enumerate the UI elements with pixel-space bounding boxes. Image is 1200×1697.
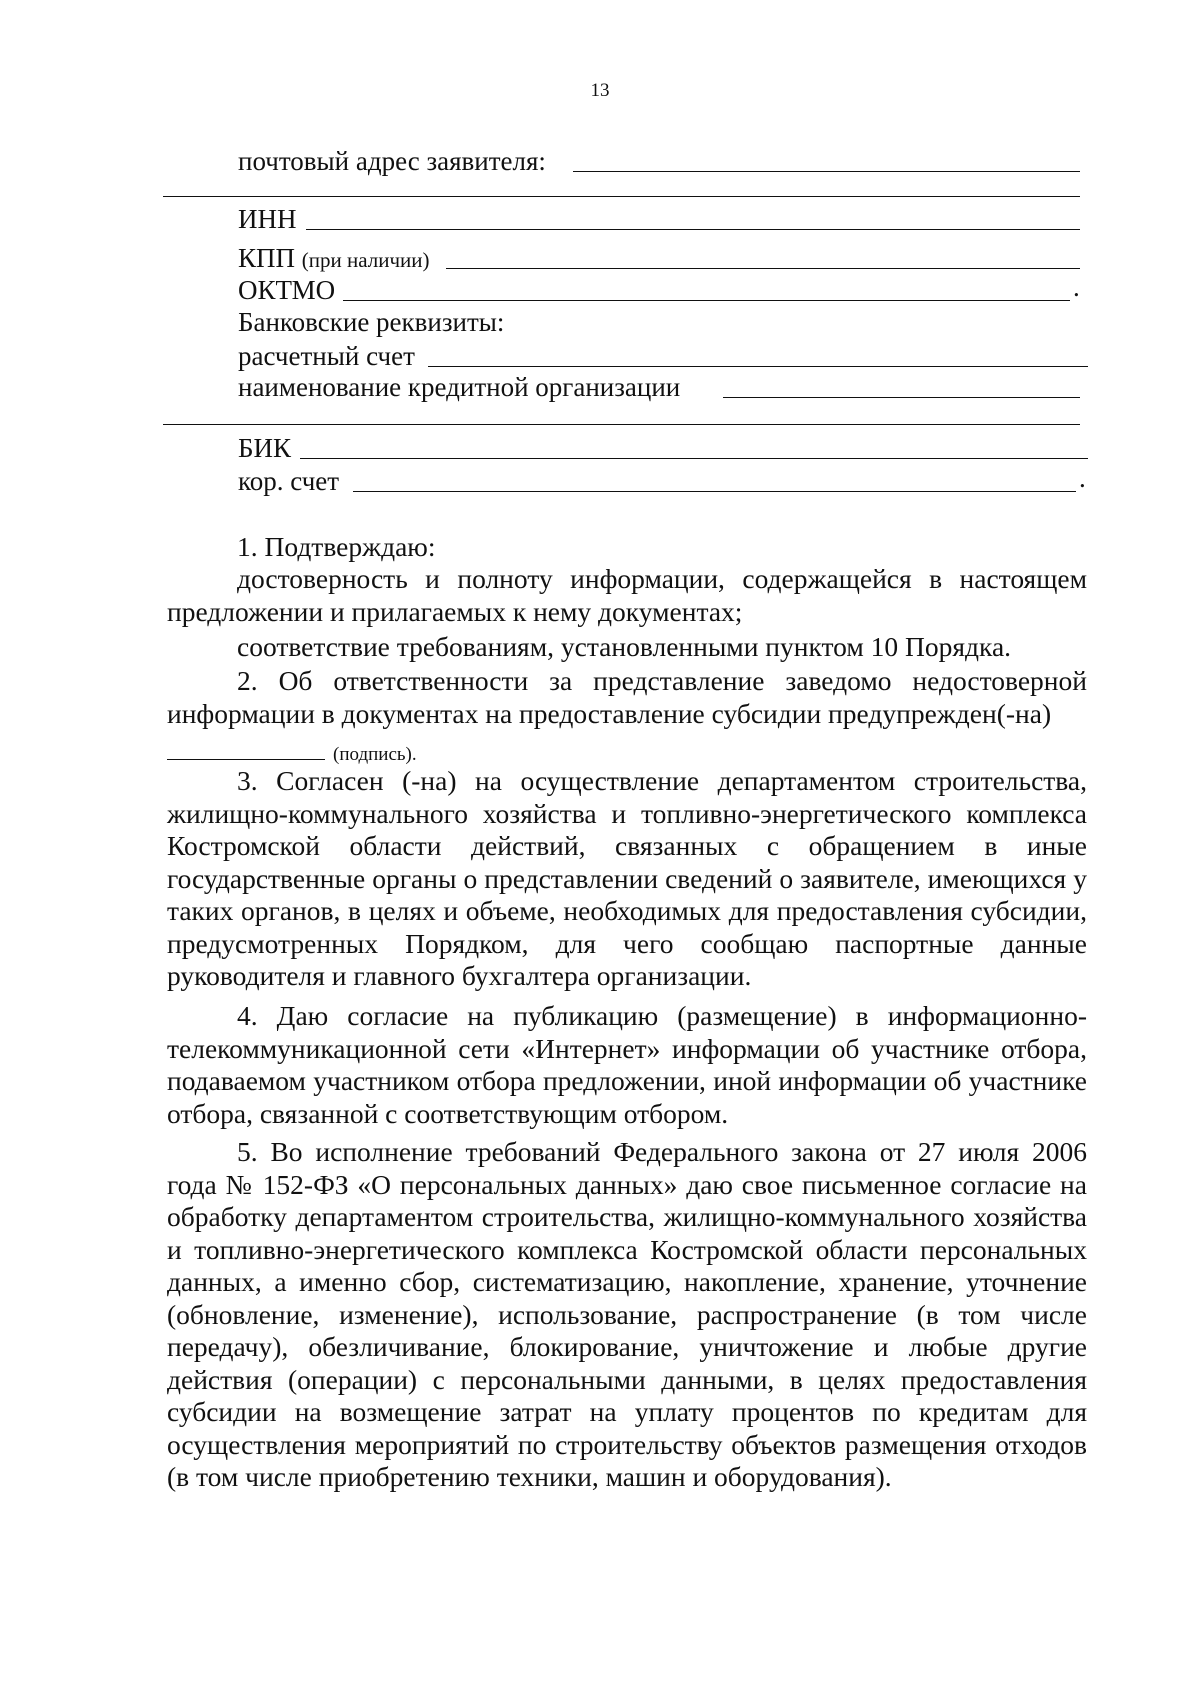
postal-address-label: почтовый адрес заявителя:: [238, 146, 546, 176]
oktmo-line[interactable]: [343, 300, 1070, 301]
paragraph-3: 3. Согласен (-на) на осуществление департаментом строительства, жилищно-коммунального хозяйства и топливно-энергетического комплекса Костромской области действий, связанных с обращением в иные государственные органы о представлении сведений о заявителе, имеющихся у таких органов, в целях и объеме, необходимых для предоставления субсидии, предусмотренных Порядком, для чего сообщаю паспортные данные руководителя и главного бухгалтера организации.: [167, 765, 1087, 991]
kpp-field: [238, 242, 1080, 276]
confirm-item-1: достоверность и полноту информации, содержащейся в настоящем предложении и прилагаемых к нему документах;: [167, 563, 1087, 627]
kpp-line[interactable]: [446, 268, 1080, 269]
account-label: расчетный счет: [238, 341, 415, 371]
postal-address-line-2[interactable]: [163, 196, 1080, 197]
bik-label: БИК: [238, 433, 292, 463]
bank-details-label: Банковские реквизиты:: [238, 307, 505, 337]
corr-account-dot: .: [1079, 463, 1086, 493]
signature-line[interactable]: [167, 759, 325, 760]
postal-address-line[interactable]: [573, 171, 1080, 172]
kpp-note: (при наличии): [301, 248, 430, 272]
responsibility-text: 2. Об ответственности за представление заведомо недостоверной информации в документах на предоставление субсидии предупрежден(-на): [167, 665, 1087, 729]
inn-field: [238, 203, 1080, 235]
bik-field: [238, 432, 1088, 464]
bank-name-label: наименование кредитной организации: [238, 372, 681, 402]
bik-line[interactable]: [300, 458, 1088, 459]
inn-line[interactable]: [306, 229, 1080, 230]
account-field: [238, 340, 1088, 372]
bank-name-line-2[interactable]: [163, 424, 1080, 425]
bank-name-line[interactable]: [723, 397, 1080, 398]
corr-account-line[interactable]: [353, 491, 1076, 492]
paragraph-4: 4. Даю согласие на публикацию (размещение) в информационно-телекоммуникационной сети «Интернет» информации об участнике отбора, подаваемом участником отбора предложении, иной информации об участнике отбора, связанной с соответствующим отбором.: [167, 1000, 1087, 1129]
kpp-label: КПП: [238, 243, 296, 273]
oktmo-dot: .: [1073, 272, 1080, 302]
paragraph-5: 5. Во исполнение требований Федерального закона от 27 июля 2006 года № 152-ФЗ «О персональных данных» даю свое письменное согласие на обработку департаментом строительства, жилищно-коммунального хозяйства и топливно-энергетического комплекса Костромской области персональных данных, а именно сбор, систематизацию, накопление, хранение, уточнение (обновление, изменение), использование, распространение (в том числе передачу), обезличивание, блокирование, уничтожение и любые другие действия (операции) с персональными данными, в целях предоставления субсидии на возмещение затрат на уплату процентов по кредитам для осуществления мероприятий по строительству объектов размещения отходов (в том числе приобретению техники, машин и оборудования).: [167, 1136, 1087, 1492]
inn-label: ИНН: [238, 204, 297, 234]
account-line[interactable]: [428, 366, 1088, 367]
confirm-heading: 1. Подтверждаю:: [237, 531, 436, 562]
oktmo-label: ОКТМО: [238, 275, 336, 305]
corr-account-field: [238, 465, 1080, 497]
bank-name-field: [238, 371, 1080, 403]
corr-account-label: кор. счет: [238, 466, 340, 496]
signature-caption: (подпись).: [333, 744, 417, 765]
page-number: 13: [590, 80, 610, 101]
oktmo-field: [238, 274, 1080, 306]
postal-address-field: [238, 145, 1080, 177]
confirm-item-2: соответствие требованиям, установленными пунктом 10 Порядка.: [237, 631, 1012, 662]
